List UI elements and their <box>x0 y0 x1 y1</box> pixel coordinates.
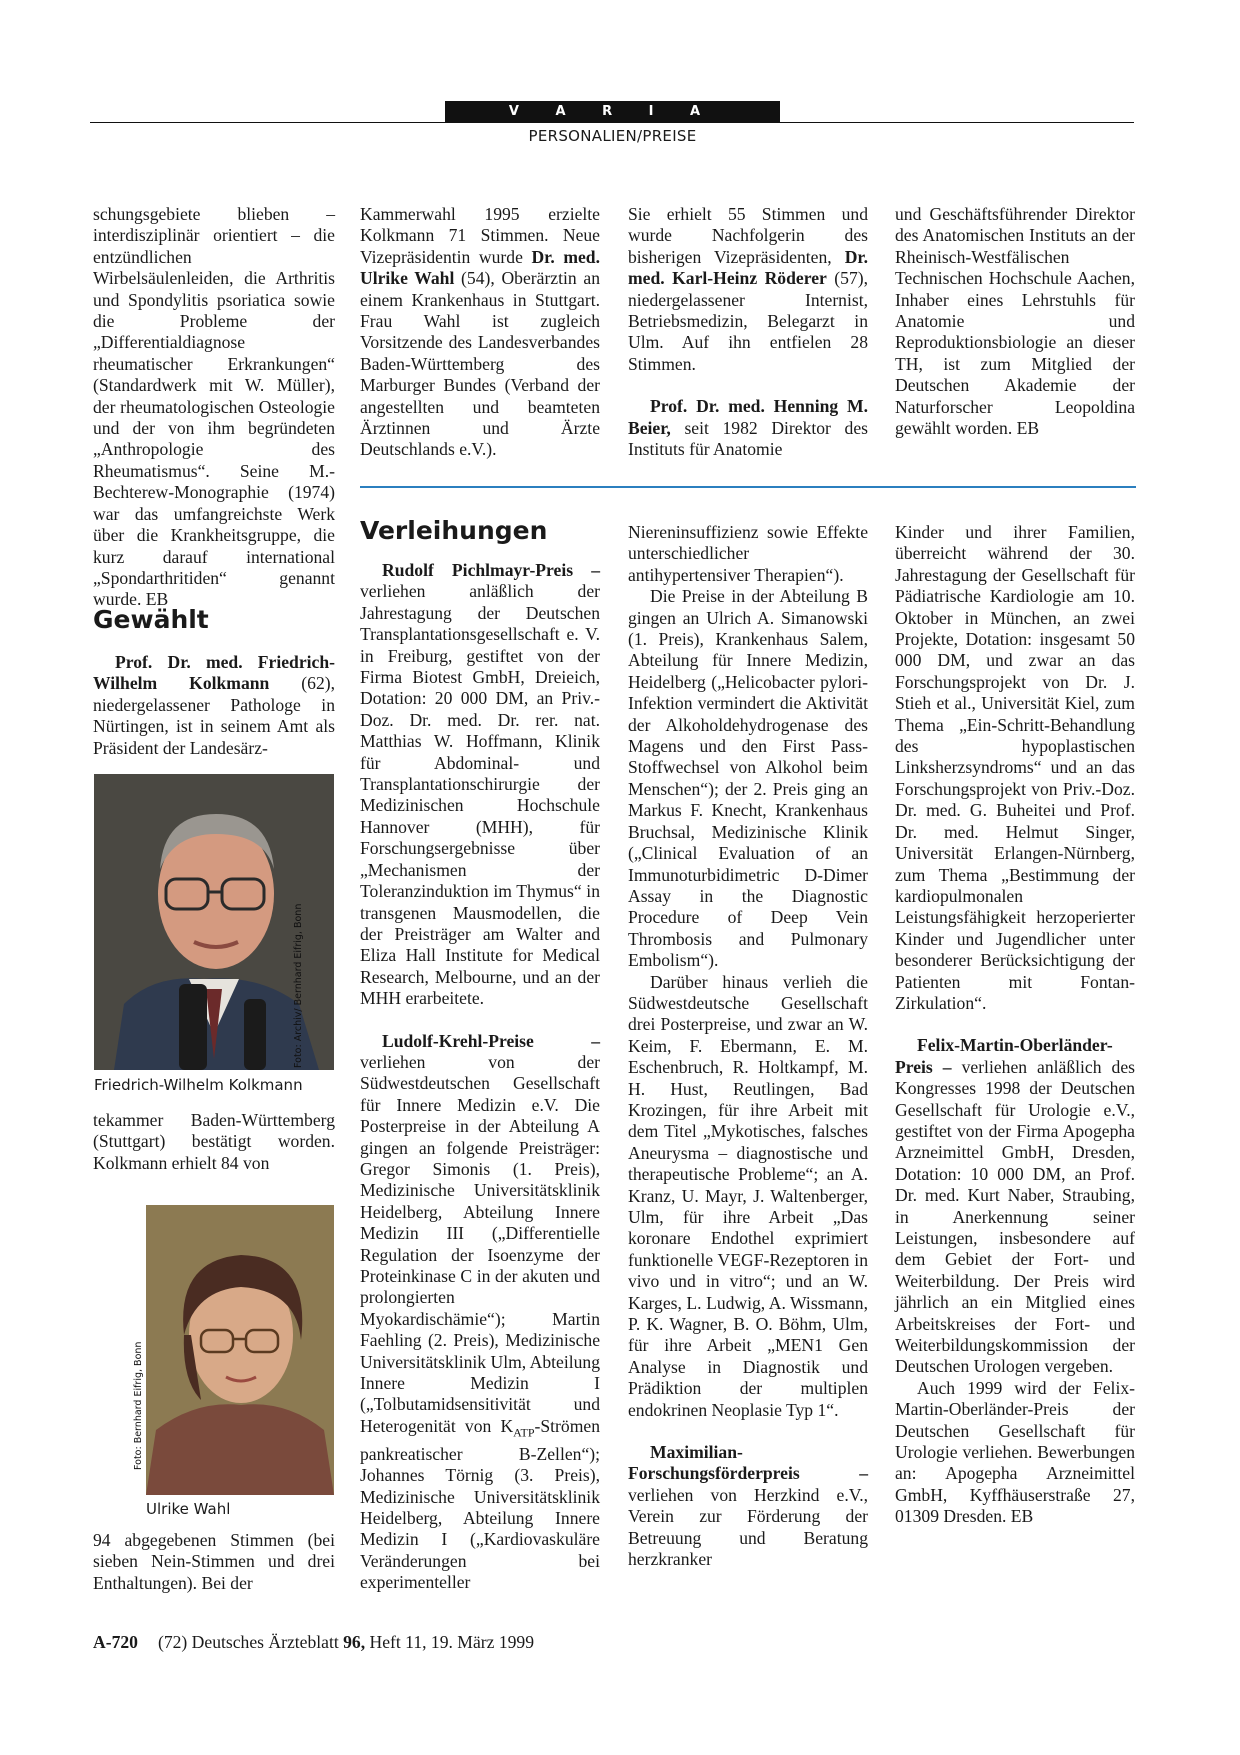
krehl-continuation: Niereninsuffizienz sowie Effekte unterschiedlicher antihypertensiver Therapien“). <box>628 522 868 585</box>
krehl-abteilung-b: Die Preise in der Abteilung B gingen an Ulrich A. Simanowski (1. Preis), Krankenhaus Salem, Abteilung für Innere Medizin, Heidelberg („Helicobacter pylori-Infektion vermindert die Aktivität der Alkoholdehydrogenase des Magens und den First Pass-Stoffwechsel von Alkohol beim Menschen“); der 2. Preis ging an Markus F. Knecht, Krankenhaus Bruchsal, Medizinische Klinik („Clinical Evaluation of an Immunoturbidimetric D-Dimer Assay in the Diagnostic Procedure of Deep Vein Thrombosis and Pulmonary Embolism“). <box>628 586 868 971</box>
oberlaender-text: verliehen anläßlich des Kongresses 1998 der Deutschen Gesellschaft für Urologie e.V., gestiftet von der Firma Apogepha Arzneimittel GmbH, Dresden, Dotation: 10 000 DM, an Prof. Dr. med. Kurt Naber, Straubing, in Anerkennung seiner Leistungen, insbesondere auf dem Gebiet der Fort- und Weiterbildung. Der Preis wird jährlich an ein Mitglied eines Arbeitskreises der Fort- und Weiterbildungskommission der Deutschen Urologen vergeben. <box>895 1056 1135 1377</box>
heading-verleihungen: Verleihungen <box>360 516 548 545</box>
krehl-text-b: -Strömen pankreatischer B-Zellen“); Johannes Törnig (3. Preis), Medizinische Universitätsklinik Heidelberg, Abteilung Innere Medizin I („Kardiovaskuläre Veränderungen bei experimenteller <box>360 1415 600 1593</box>
caption-wahl: Ulrike Wahl <box>146 1500 231 1518</box>
journal-issue: Heft 11, 19. März 1999 <box>365 1632 535 1652</box>
beier-name: Prof. Dr. med. Henning M. Beier, <box>628 396 868 438</box>
column-1-cont <box>93 1110 335 1174</box>
pichlmayr-title: Rudolf Pichlmayr-Preis – <box>382 560 600 580</box>
column-1-kolkmann <box>93 652 335 759</box>
oberlaender-paragraph-2: Auch 1999 wird der Felix-Martin-Oberländer-Preis der Deutschen Gesellschaft für Urologie verliehen. Bewerbungen an: Apogepha Arzneimittel GmbH, Kyffhäuserstraße 27, 01309 Dresden. EB <box>895 1377 1135 1527</box>
journal-volume: 96, <box>343 1632 366 1652</box>
kolkmann-votes: 94 abgegebenen Stimmen (bei sieben Nein-Stimmen und drei Enthaltungen). Bei der <box>93 1530 335 1593</box>
kolkmann-continuation: tekammer Baden-Württemberg (Stuttgart) bestätigt worden. Kolkmann erhielt 84 von <box>93 1110 335 1173</box>
krehl-paragraph <box>360 1031 600 1594</box>
section-banner: V A R I A <box>445 101 780 122</box>
beier-paragraph <box>628 396 868 460</box>
column-3-top <box>628 204 868 460</box>
column-1-top <box>93 204 335 611</box>
maximilian-text: verliehen von Herzkind e.V., Verein zur Förderung der Betreuung und Beratung herzkranker <box>628 1484 868 1570</box>
maximilian-title: Maximilian-Forschungsförderpreis – <box>628 1442 868 1484</box>
caption-kolkmann: Friedrich-Wilhelm Kolkmann <box>94 1076 303 1094</box>
header-rule <box>90 122 1134 123</box>
portrait-woman-illustration <box>146 1205 334 1495</box>
kolkmann-text: (62), niedergelassener Pathologe in Nürtingen, ist in seinem Amt als Präsident der Landesärz- <box>93 673 335 758</box>
wahl-text-b: (54), Oberärztin an einem Krankenhaus in Stuttgart. Frau Wahl ist zugleich Vorsitzende des Landesverbandes Baden-Württemberg des Marburger Bundes (Verband der angestellten und beamteten Ärztinnen und Ärzte Deutschlands e.V.). <box>360 268 600 460</box>
photo-credit-wahl: Foto: Bernhard Eifrig, Bonn <box>133 1341 144 1470</box>
roederer-paragraph <box>628 204 868 375</box>
pichlmayr-paragraph <box>360 560 600 1010</box>
column-1-bottom <box>93 1530 335 1594</box>
krehl-text-a: verliehen von der Südwestdeutschen Gesellschaft für Innere Medizin e.V. Die Posterpreise in der Abteilung A gingen an folgende Preisträger: Gregor Simonis (1. Preis), Medizinische Universitätsklinik Heidelberg, Abteilung Innere Medizin III („Differentielle Regulation der Isoenzyme der Proteinkinase C in der akuten und prolongierten Myokardischämie“); Martin Faehling (2. Preis), Medizinische Universitätsklinik Ulm, Abteilung Innere Medizin I („Tolbutamidsensitivität und Heterogenität von K <box>360 1051 600 1436</box>
page-footer <box>93 1632 534 1653</box>
column-3-awards <box>628 522 868 1571</box>
pichlmayr-text: verliehen anläßlich der Jahrestagung der Deutschen Transplantationsgesellschaft e. V. in Freiburg, gestiftet von der Firma Biotest GmbH, Dreieich, Dotation: 20 000 DM, an Priv.-Doz. Dr. med. Dr. rer. nat. Matthias W. Hoffmann, Klinik für Abdominal- und Transplantationschirurgie der Medizinischen Hochschule Hannover (MHH), für Forschungsergebnisse über „Mechanismen der Toleranzinduktion im Thymus“ in transgenen Mausmodellen, die der Preisträger am Walter and Eliza Hall Institute for Medical Research, Melbourne, und an der MHH erarbeitete. <box>360 581 600 1009</box>
kolkmann-name: Prof. Dr. med. Friedrich-Wilhelm Kolkmann <box>93 652 335 694</box>
maximilian-continuation: Kinder und ihrer Familien, überreicht während der 30. Jahrestagung der Gesellschaft für Pädiatrische Kardiologie am 10. Oktober in München, an zwei Projekte, Dotation: insgesamt 50 000 DM, und zwar an das Forschungsprojekt von Dr. J. Stieh et al., Universität Kiel, zum Thema „Ein-Schritt-Behandlung des hypoplastischen Linksherzsyndroms“ und an das Forschungsprojekt von Priv.-Doz. Dr. med. G. Buheitei und Prof. Dr. med. Helmut Singer, Universität Erlangen-Nürnberg, zum Thema „Bestimmung der kardiopulmonalen Leistungsfähigkeit herzoperierter Kinder und Jugendlicher unter besonderer Berücksichtigung der Patienten mit Fontan-Zirkulation“. <box>895 522 1135 1013</box>
roederer-text-a: Sie erhielt 55 Stimmen und wurde Nachfolgerin des bisherigen Vizepräsidenten, <box>628 204 868 267</box>
section-subtitle: PERSONALIEN/PREISE <box>528 127 697 145</box>
krehl-title: Ludolf-Krehl-Preise – <box>382 1030 600 1051</box>
beier-continuation: und Geschäftsführender Direktor des Anatomischen Instituts an der Rheinisch-Westfälischen Technischen Hochschule Aachen, Inhaber eines Lehrstuhls für Anatomie und Reproduktionsbiologie an dieser TH, ist zum Mitglied der Deutschen Akademie der Naturforscher Leopoldina gewählt worden. EB <box>895 204 1135 439</box>
oberlaender-title: Felix-Martin-Oberländer-Preis – <box>895 1035 1113 1077</box>
column-4-awards <box>895 522 1135 1528</box>
krehl-posterpreise: Darüber hinaus verlieh die Südwestdeutsche Gesellschaft drei Posterpreise, und zwar an W. Keim, F. Ebermann, E. M. Eschenbruch, R. Holtkampf, M. H. Hust, Reutlingen, Bad Krozingen, für ihre Arbeit mit dem Titel „Mykotisches, falsches Aneurysma – diagnostische und therapeutische Probleme“; an A. Kranz, U. Mayr, J. Waltenberger, Ulm, für ihre Arbeit „Das koronare Endothel exprimiert funktionelle VEGF-Rezeptoren in vivo und in vitro“; und an W. Karges, L. Ludwig, A. Wissmann, P. K. Wagner, B. O. Böhm, Ulm, für ihre Arbeit „MEN1 Gen Analyse in Diagnostik und Prädiktion der multiplen endokrinen Neoplasie Typ 1“. <box>628 971 868 1420</box>
journal-name: (72) Deutsches Ärzteblatt <box>157 1632 344 1652</box>
wahl-name: Dr. med. Ulrike Wahl <box>360 246 600 289</box>
column-4-top <box>895 204 1135 439</box>
section-divider <box>360 486 1136 488</box>
krehl-subscript: ATP <box>513 1425 535 1440</box>
column-2-awards <box>360 560 600 1594</box>
wahl-paragraph <box>360 204 600 461</box>
maximilian-paragraph <box>628 1442 868 1570</box>
column-2-top <box>360 204 600 461</box>
photo-wahl <box>146 1205 334 1495</box>
obituary-end-paragraph: schungsgebiete blieben – interdisziplinär orientiert – die entzündlichen Wirbelsäulenleiden, die Arthritis und Spondylitis psoriatica sowie die Probleme der „Differentialdiagnose rheumatischer Erkrankungen“ (Standardwerk mit W. Müller), der rheumatologischen Osteologie und der von ihm begründeten „Anthropologie des Rheumatismus“. Seine M.-Bechterew-Monographie (1974) war das umfangreichste Werk über die Krankheitsgruppe, die kurz darauf international „Spondarthritiden“ genannt wurde. EB <box>93 204 335 610</box>
photo-credit-kolkmann: Foto: Archiv/ Bernhard Eifrig, Bonn <box>293 903 304 1068</box>
beier-text: seit 1982 Direktor des Instituts für Anatomie <box>628 417 868 460</box>
heading-gewaehlt: Gewählt <box>93 605 209 634</box>
oberlaender-paragraph <box>895 1035 1135 1378</box>
kolkmann-paragraph <box>93 652 335 759</box>
wahl-text-a: Kammerwahl 1995 erzielte Kolkmann 71 Stimmen. Neue Vizepräsidentin wurde <box>360 204 600 267</box>
roederer-name: Dr. med. Karl-Heinz Röderer <box>628 246 868 289</box>
page-number: A-720 <box>93 1632 138 1652</box>
roederer-text-b: (57), niedergelassener Internist, Betriebsmedizin, Belegarzt in Ulm. Auf ihn entfielen 28 Stimmen. <box>628 268 868 374</box>
